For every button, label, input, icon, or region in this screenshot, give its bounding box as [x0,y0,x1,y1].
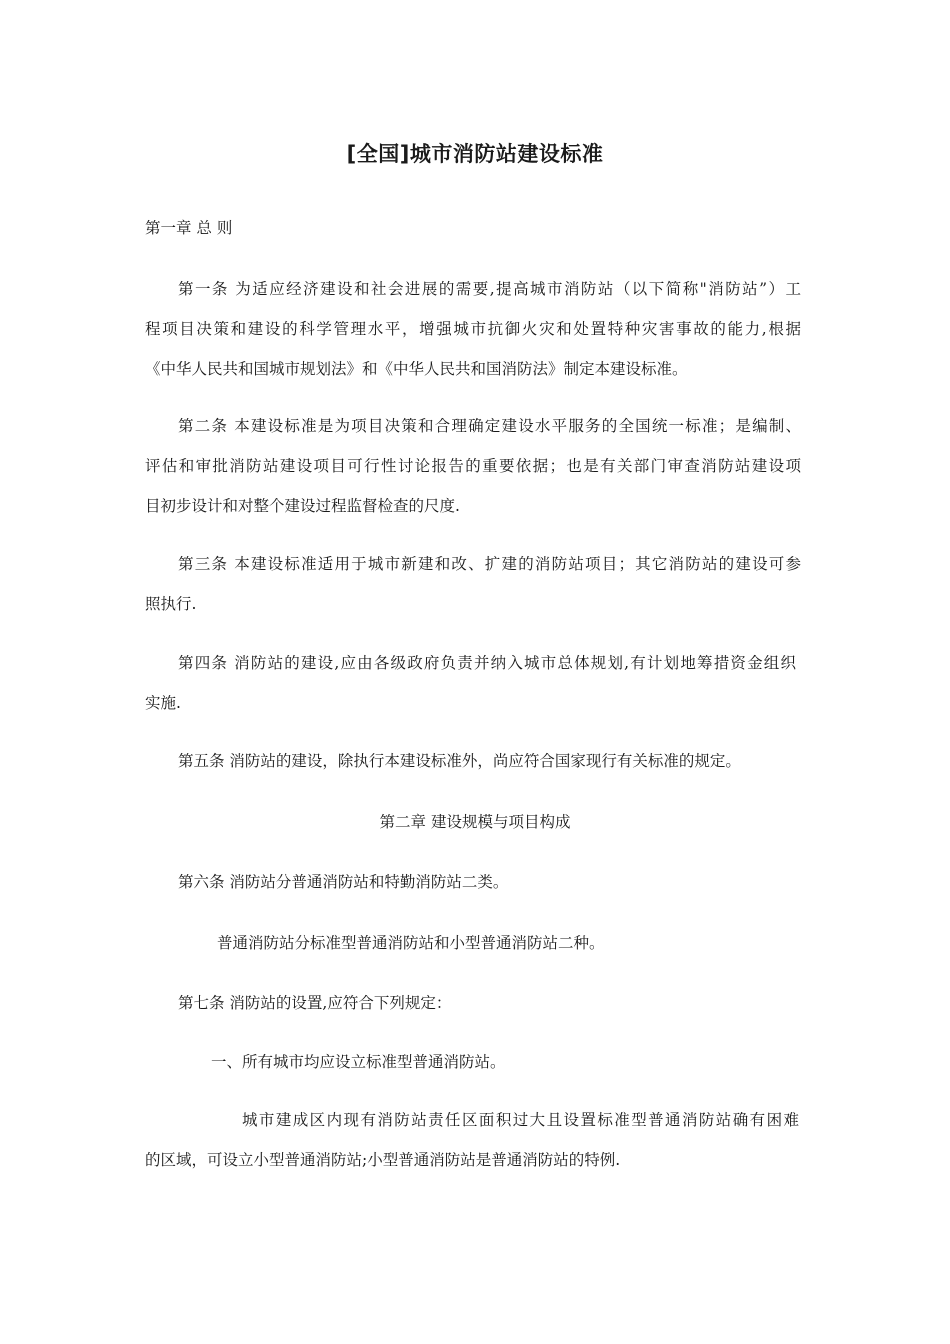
article-1-line-2: 程项目决策和建设的科学管理水平，增强城市抗御火灾和处置特种灾害事故的能力,根据 [145,320,801,338]
article-6-sub: 普通消防站分标准型普通消防站和小型普通消防站二种。 [217,934,605,952]
article-1-line-3: 《中华人民共和国城市规划法》和《中华人民共和国消防法》制定本建设标准。 [145,360,688,378]
article-7-item-1-detail-line-2: 的区域，可设立小型普通消防站;小型普通消防站是普通消防站的特例. [145,1151,621,1169]
article-2-line-2: 评估和审批消防站建设项目可行性讨论报告的重要依据；也是有关部门审查消防站建设项 [145,457,801,475]
article-2-line-3: 目初步设计和对整个建设过程监督检查的尺度. [145,497,460,515]
article-5: 第五条 消防站的建设，除执行本建设标准外，尚应符合国家现行有关标准的规定。 [178,752,741,770]
article-3-line-1: 第三条 本建设标准适用于城市新建和改、扩建的消防站项目；其它消防站的建设可参 [178,555,801,573]
chapter-heading-1: 第一章 总 则 [145,219,233,237]
article-4-line-2: 实施. [145,694,181,712]
chapter-heading-2: 第二章 建设规模与项目构成 [379,813,571,831]
article-7-item-1: 一、所有城市均应设立标准型普通消防站。 [211,1053,506,1071]
article-6: 第六条 消防站分普通消防站和特勤消防站二类。 [178,873,509,891]
article-7: 第七条 消防站的设置,应符合下列规定： [178,994,452,1012]
article-3-line-2: 照执行. [145,595,197,613]
article-2-line-1: 第二条 本建设标准是为项目决策和合理确定建设水平服务的全国统一标准；是编制、 [178,417,801,435]
document-title: [全国]城市消防站建设标准 [346,142,604,166]
article-1-line-1: 第一条 为适应经济建设和社会进展的需要,提高城市消防站（以下简称"消防站”）工 [178,280,801,298]
article-4-line-1: 第四条 消防站的建设,应由各级政府负责并纳入城市总体规划,有计划地筹措资金组织 [178,654,796,672]
article-7-item-1-detail-line-1: 城市建成区内现有消防站责任区面积过大且设置标准型普通消防站确有困难 [242,1111,799,1129]
